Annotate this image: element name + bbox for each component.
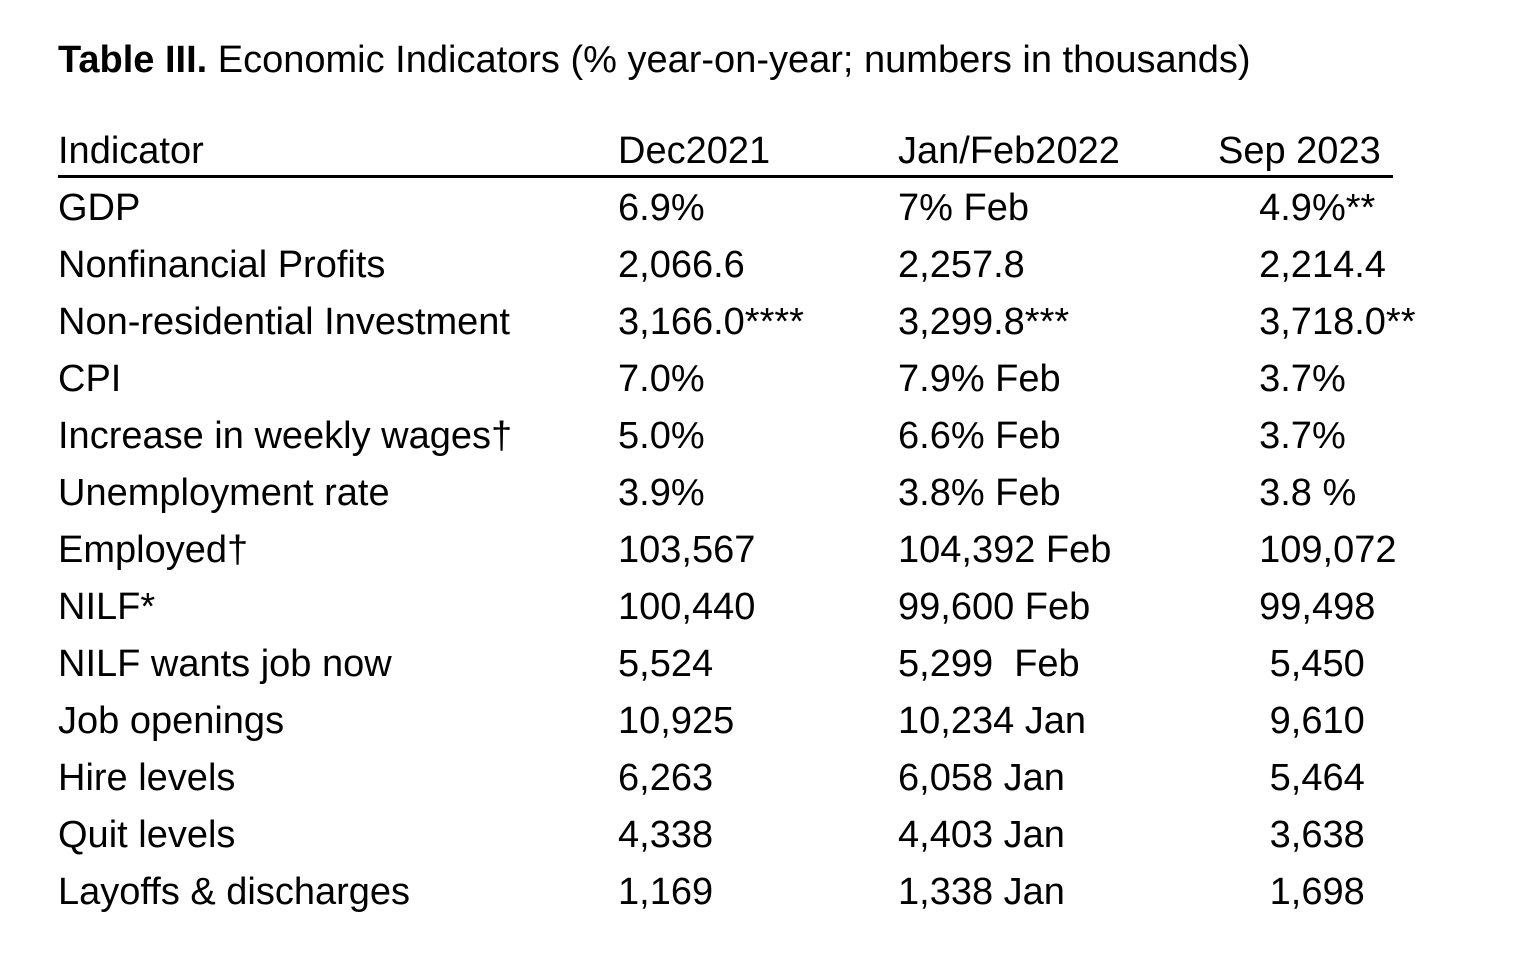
cell-dec2021: 103,567 (618, 529, 756, 571)
cell-sep2023: 99,498 (1238, 586, 1376, 628)
cell-janfeb2022: 7% Feb (898, 187, 1029, 229)
cell-janfeb2022: 7.9% Feb (898, 358, 1061, 400)
table-row (58, 298, 1478, 355)
cell-dec2021: 7.0% (618, 358, 705, 400)
cell-janfeb2022: 3,299.8*** (898, 301, 1070, 343)
cell-dec2021: 5.0% (618, 415, 705, 457)
cell-sep2023: 4.9%** (1238, 187, 1376, 229)
header-indicator: Indicator (58, 130, 204, 172)
cell-janfeb2022: 3.8% Feb (898, 472, 1061, 514)
table-row (58, 184, 1478, 241)
header-sep2023: Sep 2023 (1218, 130, 1381, 172)
cell-dec2021: 3.9% (618, 472, 705, 514)
header-janfeb2022: Jan/Feb2022 (898, 130, 1120, 172)
cell-sep2023: 9,610 (1238, 700, 1365, 742)
cell-sep2023: 1,698 (1238, 871, 1365, 913)
table-row (58, 811, 1478, 868)
cell-indicator: NILF wants job now (58, 643, 392, 685)
cell-sep2023: 5,450 (1238, 643, 1365, 685)
cell-dec2021: 100,440 (618, 586, 756, 628)
economic-indicators-table (58, 127, 1478, 927)
cell-indicator: CPI (58, 358, 122, 400)
table-caption (58, 36, 1251, 84)
cell-indicator: Nonfinancial Profits (58, 244, 386, 286)
cell-janfeb2022: 5,299 Feb (898, 643, 1080, 685)
cell-dec2021: 6,263 (618, 757, 714, 799)
table-row (58, 868, 1478, 925)
cell-indicator: Non-residential Investment (58, 301, 510, 343)
cell-dec2021: 1,169 (618, 871, 714, 913)
table-row (58, 526, 1478, 583)
cell-dec2021: 2,066.6 (618, 244, 745, 286)
table-row (58, 241, 1478, 298)
table-row (58, 640, 1478, 697)
cell-indicator: Unemployment rate (58, 472, 390, 514)
table-row (58, 754, 1478, 811)
table-row (58, 583, 1478, 640)
cell-indicator: Layoffs & discharges (58, 871, 411, 913)
cell-janfeb2022: 10,234 Jan (898, 700, 1087, 742)
cell-indicator: Employed† (58, 529, 249, 571)
cell-sep2023: 109,072 (1238, 529, 1397, 571)
cell-janfeb2022: 4,403 Jan (898, 814, 1065, 856)
cell-dec2021: 4,338 (618, 814, 714, 856)
table-caption-text: Economic Indicators (% year-on-year; numbers in thousands) (207, 39, 1251, 81)
cell-janfeb2022: 6.6% Feb (898, 415, 1061, 457)
cell-sep2023: 2,214.4 (1238, 244, 1386, 286)
cell-indicator: Quit levels (58, 814, 236, 856)
cell-janfeb2022: 104,392 Feb (898, 529, 1112, 571)
table-row (58, 469, 1478, 526)
cell-dec2021: 6.9% (618, 187, 705, 229)
cell-sep2023: 3.7% (1238, 358, 1346, 400)
cell-sep2023: 5,464 (1238, 757, 1365, 799)
table-caption-label: Table III. (58, 39, 208, 81)
cell-indicator: Increase in weekly wages† (58, 415, 513, 457)
cell-dec2021: 3,166.0**** (618, 301, 804, 343)
cell-indicator: Job openings (58, 700, 285, 742)
cell-sep2023: 3.8 % (1238, 472, 1357, 514)
table-row (58, 355, 1478, 412)
table-row (58, 412, 1478, 469)
cell-sep2023: 3,718.0** (1238, 301, 1416, 343)
cell-janfeb2022: 1,338 Jan (898, 871, 1065, 913)
cell-sep2023: 3.7% (1238, 415, 1346, 457)
table-row (58, 697, 1478, 754)
cell-janfeb2022: 6,058 Jan (898, 757, 1065, 799)
cell-dec2021: 5,524 (618, 643, 714, 685)
table-header-row (58, 127, 1393, 178)
cell-indicator: Hire levels (58, 757, 236, 799)
cell-janfeb2022: 99,600 Feb (898, 586, 1091, 628)
cell-janfeb2022: 2,257.8 (898, 244, 1025, 286)
cell-indicator: GDP (58, 187, 141, 229)
cell-sep2023: 3,638 (1238, 814, 1365, 856)
header-dec2021: Dec2021 (618, 130, 771, 172)
cell-dec2021: 10,925 (618, 700, 735, 742)
cell-indicator: NILF* (58, 586, 156, 628)
